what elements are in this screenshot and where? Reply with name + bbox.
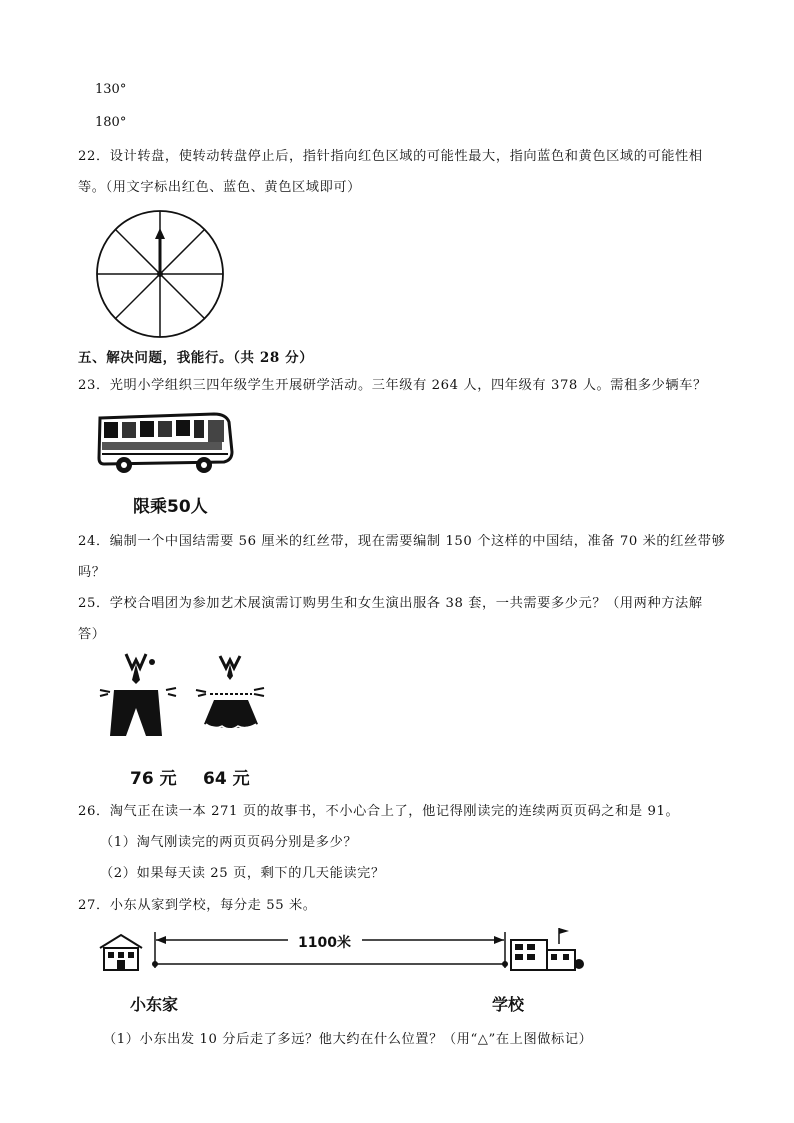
angle-130: 130° [95, 82, 127, 97]
q27-sub1: （1）小东出发 10 分后走了多远？他大约在什么位置？（用“△”在上图做标记） [103, 1032, 593, 1047]
school-label: 学校 [492, 995, 525, 1014]
school-point [502, 961, 508, 967]
home-label: 小东家 [130, 995, 179, 1014]
spinner-center [157, 271, 163, 277]
distance-label: 1100米 [296, 932, 353, 952]
spinner-pointer-head [155, 228, 165, 239]
bus-capacity-caption: 限乘50人 [133, 497, 208, 517]
price-girl: 64 元 [203, 769, 250, 789]
angle-180: 180° [95, 115, 127, 130]
q25-line1: 25．学校合唱团为参加艺术展演需订购男生和女生演出服各 38 套，一共需要多少元？（用两种方法解 [78, 596, 703, 611]
q24-line1: 24．编制一个中国结需要 56 厘米的红丝带，现在需要编制 150 个这样的中国结，准备 70 米的红丝带够 [78, 534, 726, 549]
girl-costume-icon [190, 650, 272, 742]
q22-line2: 等。（用文字标出红色、蓝色、黄色区域即可） [78, 180, 361, 195]
q26-sub1: （1）淘气刚读完的两页页码分别是多少？ [100, 835, 358, 850]
q26-sub2: （2）如果每天读 25 页，剩下的几天能读完？ [100, 866, 385, 881]
spinner-diagram [94, 208, 226, 340]
q25-line2: 答） [78, 627, 106, 642]
house-icon [98, 932, 144, 972]
q27-text: 27．小东从家到学校，每分走 55 米。 [78, 898, 317, 913]
q26-text: 26．淘气正在读一本 271 页的故事书，不小心合上了，他记得刚读完的连续两页页码之和是 91。 [78, 804, 680, 819]
boy-costume-icon [96, 650, 180, 742]
q23-text: 23．光明小学组织三四年级学生开展研学活动。三年级有 264 人，四年级有 378 人。需租多少辆车？ [78, 378, 707, 393]
section5-title: 五、解决问题，我能行。（共 28 分） [78, 350, 314, 366]
price-boy: 76 元 [130, 769, 177, 789]
bus-icon [96, 408, 236, 478]
school-icon [507, 926, 585, 972]
q22-line1: 22．设计转盘，使转动转盘停止后，指针指向红色区域的可能性最大，指向蓝色和黄色区域的可能性相 [78, 149, 703, 164]
q24-line2: 吗？ [78, 565, 106, 580]
home-point [152, 961, 158, 967]
